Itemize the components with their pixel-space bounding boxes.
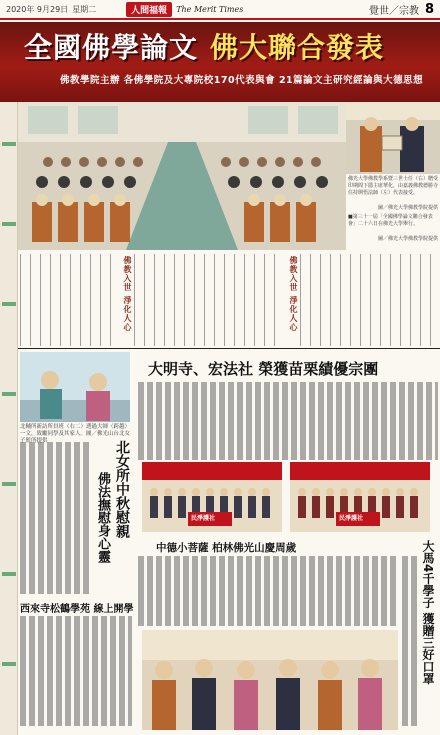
- gongde-headline: 中德小菩薩 柏林佛光山慶周歲: [156, 542, 297, 554]
- newspaper-logo-english: The Merit Times: [176, 4, 244, 14]
- lead-headline-part2: 佛大聯合發表: [210, 31, 385, 64]
- conference-photo-image: [18, 102, 346, 250]
- section-divider: [18, 348, 440, 349]
- zhongqiu-photo: [20, 352, 130, 422]
- issue-date: 2020年 9月29日: [6, 4, 69, 14]
- section-name: 覺世／宗教: [368, 5, 419, 17]
- left-index-strip: [0, 102, 18, 735]
- issue-weekday: 星期二: [72, 4, 97, 14]
- temple-headline: 大明寺、宏法社 榮獲苗栗績優宗團: [148, 360, 379, 378]
- zhongqiu-subheadline: 佛法撫慰身心靈: [95, 472, 110, 563]
- lead-headline-part1: 全國佛學論文: [24, 31, 199, 64]
- temple-banner-2: 民淨護社: [336, 512, 366, 523]
- lead-story-text-2: [134, 254, 284, 346]
- xilai-headline: 西來寺松鶴學苑 線上開學: [20, 604, 134, 615]
- lead-story-kicker-left: 佛教入世 淨化人心: [123, 256, 132, 332]
- temple-text: [138, 382, 438, 460]
- page-number: 8: [424, 1, 434, 17]
- conference-photo-caption: ■第三十一屆「全國佛學論文聯合發表會」二十六日在佛光大學舉行。: [348, 214, 433, 227]
- gongde-photo: [142, 630, 398, 730]
- zhongqiu-photo-caption: 北輔所新訪所員班（右二）透過大師（跨越）一文，致勵同學及其家人。圖／佛光山台北女子監所提供: [20, 424, 131, 444]
- zhongqiu-text: [20, 442, 90, 594]
- lead-story-text-3: [300, 254, 438, 346]
- xilai-text: [20, 616, 132, 726]
- zhongqiu-photo-image: [20, 352, 130, 422]
- zhongqiu-headline: 北女所中秋慰親: [114, 440, 130, 538]
- dama-headline: 大馬4千學子 獲贈三好口罩: [421, 540, 435, 685]
- award-photo-image: [346, 102, 440, 174]
- award-photo-credit: 圖／佛光大學佛教學院提供: [377, 205, 438, 211]
- lead-story-text-1: [20, 254, 118, 346]
- lead-story-kicker-mid: 佛教入世 淨化人心: [289, 256, 298, 332]
- award-photo: [346, 102, 440, 174]
- masthead: [0, 0, 440, 20]
- gongde-photo-image: [142, 630, 398, 730]
- temple-banner-1: 民淨護社: [188, 512, 218, 523]
- conference-photo-credit: 圖／佛光大學佛教學院提供: [377, 236, 438, 242]
- newspaper-logo: 人間福報: [126, 2, 172, 17]
- gongde-text: [138, 556, 398, 626]
- conference-photo: [18, 102, 346, 250]
- award-photo-caption: 佛光大學佛教學系暨三世士任（右）贈受印期間下隱主席華化，由嘉義佛教德勝寺住持開悟法師（左）代表接受。: [348, 176, 439, 196]
- lead-subhead: 佛教學院主辦 各佛學院及大專院校170代表與會 21篇論文主研究經論與大德思想: [60, 75, 424, 86]
- lead-headline: [24, 26, 384, 66]
- dama-text: [402, 556, 418, 726]
